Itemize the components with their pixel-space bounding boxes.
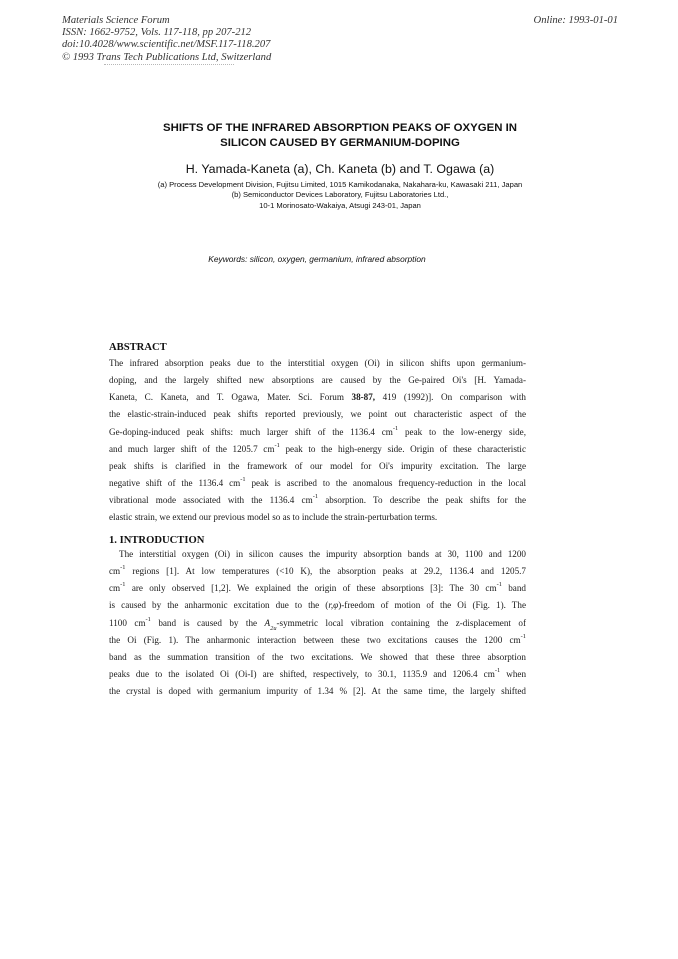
copyright-line: © 1993 Trans Tech Publications Ltd, Switzerland bbox=[62, 51, 272, 63]
keywords: Keywords: silicon, oxygen, germanium, infrared absorption bbox=[208, 254, 426, 264]
affiliation-b-address: 10-1 Morinosato-Wakaiya, Atsugi 243-01, Japan bbox=[259, 200, 421, 210]
intro-line: $cm^{-1}$ regions [1]. At low temperatures (<10 K), the absorption peaks at 29.2, 1136.4 and 1205.7 bbox=[109, 564, 526, 577]
abstract-line: elastic strain, we extend our previous model so as to include the strain-perturbation terms. bbox=[109, 512, 438, 523]
scan-artifact bbox=[104, 64, 234, 68]
intro-line: 1100 $cm^{-1}$ band is caused by the $A_{2u}$-symmetric local vibration containing the z-displacement of bbox=[109, 615, 527, 632]
abstract-line: peak shifts is clarified in the framework of our model for Oi's impurity excitation. The large bbox=[109, 460, 526, 471]
abstract-line: Ge-doping-induced peak shifts: much larger shift of the 1136.4 $cm^{-1}$ peak to the low-energy side, bbox=[109, 424, 526, 437]
paper-title bbox=[60, 121, 620, 151]
title-line-2: SILICON CAUSED BY GERMANIUM-DOPING bbox=[220, 137, 460, 149]
abstract-line: negative shift of the 1136.4 $cm^{-1}$ peak is ascribed to the anomalous frequency-reduction in the local bbox=[109, 475, 526, 488]
journal-name: Materials Science Forum bbox=[62, 15, 170, 26]
abstract-heading: ABSTRACT bbox=[109, 342, 167, 353]
affiliations bbox=[60, 180, 620, 211]
introduction-heading: 1. INTRODUCTION bbox=[109, 535, 205, 546]
journal-header bbox=[62, 15, 271, 64]
affiliation-b: (b) Semiconductor Devices Laboratory, Fujitsu Laboratories Ltd., bbox=[231, 190, 449, 200]
intro-line: the crystal is doped with germanium impurity of 1.34 % [2]. At the same time, the largely shifted bbox=[109, 686, 526, 697]
intro-line: the Oi (Fig. 1). The anharmonic interaction between these two excitations causes the 1200 $cm^{-1}$ bbox=[109, 632, 526, 645]
abstract-line: the elastic-strain-induced peak shifts reported previously, we point out characteristic aspect of the bbox=[109, 409, 526, 420]
doi-line: doi:10.4028/www.scientific.net/MSF.117-118.207 bbox=[62, 39, 271, 51]
abstract-line: vibrational mode associated with the 1136.4 $cm^{-1}$ absorption. To describe the peak shifts for the bbox=[109, 493, 526, 506]
intro-line: $cm^{-1}$ are only observed [1,2]. We explained the origin of these absorptions [3]: The 30 $cm^{-1}$ band bbox=[109, 581, 526, 594]
affiliation-a: (a) Process Development Division, Fujitsu Limited, 1015 Kamikodanaka, Nakahara-ku, Kawasaki 211, Japan bbox=[157, 180, 523, 189]
title-line-1: SHIFTS OF THE INFRARED ABSORPTION PEAKS OF OXYGEN IN bbox=[163, 122, 517, 134]
abstract-line: doping, and the largely shifted new absorptions are caused by the Ge-paired Oi's [H. Yamada- bbox=[109, 375, 526, 386]
intro-line: The interstitial oxygen (Oi) in silicon causes the impurity absorption bands at 30, 1100 and 1200 bbox=[119, 549, 526, 559]
intro-line: peaks due to the isolated Oi (Oi-I) are shifted, respectively, to 30.1, 1135.9 and 1206.4 $cm^{-1}$ when bbox=[109, 666, 527, 679]
online-date: Online: 1993-01-01 bbox=[533, 15, 618, 26]
volume-number: 38-87, bbox=[351, 392, 376, 403]
intro-line: band as the summation transition of the two excitations. We showed that these three absorption bbox=[109, 651, 526, 662]
issn-line: ISSN: 1662-9752, Vols. 117-118, pp 207-212 bbox=[62, 27, 252, 39]
introduction-body bbox=[109, 546, 526, 700]
intro-line: is caused by the anharmonic excitation due to the (r,φ)-freedom of motion of the Oi (Fig. 1). The bbox=[109, 600, 526, 611]
abstract-line: and much larger shift of the 1205.7 $cm^{-1}$ peak to the high-energy side. Origin of these characteristic bbox=[109, 441, 526, 454]
abstract-line: The infrared absorption peaks due to the interstitial oxygen (Oi) in silicon shifts upon germanium- bbox=[109, 358, 526, 368]
author-list: H. Yamada-Kaneta (a), Ch. Kaneta (b) and T. Ogawa (a) bbox=[185, 162, 495, 176]
abstract-line: Kaneta, C. Kaneta, and T. Ogawa, Mater. Sci. Forum 38-87, 419 (1992)]. On comparison with bbox=[109, 392, 526, 403]
abstract-body bbox=[109, 355, 526, 526]
